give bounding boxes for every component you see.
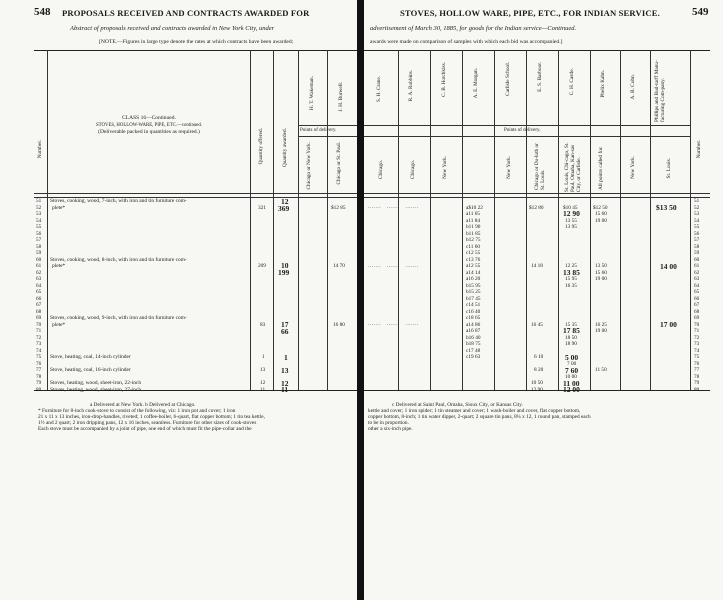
table-header-rule-2 [364,197,710,198]
row-number: 66 [694,295,700,302]
row-number: 72 [694,334,700,341]
point-st-louis: St. Louis. [666,158,672,179]
bidder-wakeman: H. T. Wakeman. [309,76,315,111]
row-number: 61 [36,263,42,269]
morgan-price: c18 65 [466,315,481,321]
morgan-price: a16 87 [466,328,481,334]
footnote: to be in proportion. [368,420,409,427]
item-description: Stoves, cooking, wood, 9-inch, with iron and tin furniture com- [50,315,187,321]
row-number: 71 [36,328,42,334]
footnote: c Delivered at Saint Paul, Omaha, Sioux City, or Kansas City. [392,402,523,408]
row-number: 72 [36,334,42,341]
qty-offered: 83 [260,321,266,328]
row-number: 74 [36,347,42,354]
col-divider [462,50,463,390]
point-multi-cities: St. Louis, Chi-cago, St. Paul, Omaha, Kan-sas City, or Carlisle. [564,142,582,192]
col-number-header: Number. [696,140,702,159]
point-all-points: All points called for. [598,146,604,190]
row-number: 80 [36,386,42,393]
row-number: 51 [36,198,42,204]
row-number: 71 [694,328,700,334]
row-number: 75 [694,354,700,360]
right-footnotes [368,402,712,432]
col-divider [250,50,251,390]
col-number-header: Number. [37,140,43,159]
row-number: 76 [694,360,700,367]
qty-offered: 13 [260,367,266,373]
qty-awarded: 199 [278,268,290,277]
bidder-rule [298,125,357,126]
row-number: 65 [36,289,42,295]
left-footnotes [38,402,356,432]
castle-price: 7 00 [567,360,577,367]
qty-awarded: 11 [281,385,289,394]
morgan-price: b15 25 [466,289,481,295]
row-number: 67 [694,302,700,308]
point-chicago: Chicago. [410,160,416,179]
morgan-prices-group3 [466,322,481,361]
barbour-price: 8 20 [534,367,544,373]
point-chicago-duluth-stlouis: Chicago or Du-luth or St. Louis. [534,143,546,190]
morgan-price: a14 86 [466,321,481,328]
col-divider [558,50,559,390]
dot-leader: ....... ....... ....... [368,262,419,269]
row-number: 54 [694,217,700,224]
row-number: 52 [694,204,700,211]
bidder-rule [364,125,690,126]
col-divider [398,50,399,390]
row-number: 65 [694,289,700,295]
morgan-price: c14 51 [466,302,481,308]
castle-price: 18 90 [565,341,577,347]
castle-price-awarded: 12 00 [563,385,580,394]
left-running-header: PROPOSALS RECEIVED AND CONTRACTS AWARDED FOR [62,8,310,18]
row-number: 51 [694,198,700,204]
barbour-price: 6 10 [534,354,544,360]
row-numbers-left [36,198,41,393]
row-number: 73 [36,341,42,347]
morgan-prices-group2 [466,263,481,322]
castle-price: 15 95 [565,276,577,282]
bidder-kahn: Phelix Kahn. [600,70,606,98]
barbour-price: $12 80 [529,204,544,211]
row-number: 68 [36,308,42,315]
phillips-price-awarded: $13 50 [656,203,677,212]
row-number: 57 [36,237,42,243]
bidder-morgan: A. E. Morgan. [473,68,479,99]
castle-price: 18 50 [565,334,577,341]
row-number: 77 [694,367,700,373]
points-of-delivery-label: Points of delivery. [504,128,541,133]
row-number: 55 [694,224,700,230]
castle-price: 10 00 [565,373,577,380]
item-description-cont: plete* [52,321,66,328]
point-new-york: New York. [442,156,448,179]
kahn-price: $12 50 [593,204,608,211]
right-subtitle: advertisement of March 30, 1885, for goods for the Indian service—Continued. [370,25,577,32]
row-number: 56 [694,230,700,237]
morgan-price: b18 75 [466,341,481,347]
dot-leader: ....... ....... ....... [368,204,419,210]
morgan-price: c13 76 [466,256,481,263]
footnote: * Furniture for 8-inch cook-stove to consist of the following, viz: 1 iron pot and cover; 1 iron [38,408,236,415]
castle-price-awarded: 17 85 [563,326,580,335]
item-description: Stove, heating, coal, 14-inch cylinder [50,354,131,360]
kahn-price: 16 25 [595,321,607,328]
class-subtitle: STOVES, HOLLOW-WARE, PIPE, ETC.—continued. [96,123,202,128]
row-number: 66 [36,295,42,302]
row-number: 78 [694,373,700,380]
item-description: Stoves, cooking, wood, 8-inch, with iron and tin furniture com- [50,256,187,263]
col-divider [273,50,274,390]
row-number: 76 [36,360,42,367]
row-number: 58 [694,243,700,250]
morgan-price: b16 40 [466,334,481,341]
row-number: 53 [36,211,42,217]
qty-awarded: 369 [278,204,290,213]
left-note: [NOTE.—Figures in large type denote the rates at which contracts have been awarded; [99,39,294,45]
morgan-price: b11 90 [466,224,481,230]
morgan-price: a11 65 [466,211,481,217]
bidder-robbins: R. A. Robbins. [408,70,414,102]
item-description: Stove, heating, coal, 16-inch cylinder [50,367,131,373]
castle-price-awarded: 11 00 [563,378,580,388]
castle-price: 13 95 [565,224,577,230]
kahn-price: 15 60 [595,269,607,276]
col-divider [298,50,299,390]
point-chicago-stpaul: Chicago or St. Paul. [336,142,342,185]
phillips-price-awarded: 14 00 [660,261,677,271]
row-number: 53 [694,211,700,217]
qty-awarded: 1 [284,352,288,362]
morgan-price: a14 14 [466,269,481,276]
morgan-price: b17 45 [466,295,481,302]
item-description: Stoves, heating, wood, sheet-iron, 27-inch [50,386,142,393]
row-number: 57 [694,237,700,243]
row-number: 59 [694,250,700,256]
row-number: 59 [36,250,42,256]
row-number: 69 [694,315,700,321]
qty-awarded: 12 [281,197,289,206]
point-new-york: New York. [630,156,636,179]
phillips-price-awarded: 17 00 [660,320,677,329]
col-divider [47,50,48,390]
left-page [0,0,357,600]
point-chicago-ny: Chicago or New York. [306,142,312,190]
row-number: 70 [36,321,42,328]
morgan-price: c17 48 [466,347,481,354]
burwell-price: $12 85 [331,204,346,211]
castle-price: 13 55 [565,217,577,224]
item-description: Stoves, heating, wood, sheet-iron, 22-inch [50,380,142,386]
row-number: 78 [36,373,42,380]
bidder-castle: C. H. Castle. [569,68,575,96]
col-divider [327,50,328,390]
row-number: 80 [694,386,700,393]
row-number: 73 [694,341,700,347]
row-numbers-right [694,198,699,393]
right-page [364,0,723,600]
barbour-price: 14 18 [531,263,543,269]
table-header-rule [364,193,710,194]
col-divider [690,50,691,390]
castle-price-awarded: 12 90 [563,209,580,218]
castle-price: $10 45 [563,204,578,211]
barbour-price: 16 45 [531,321,543,328]
footnote: a Delivered at New York. b Delivered at Chicago. [90,402,196,408]
col-divider [494,50,495,390]
qty-offered: 321 [258,204,266,211]
row-number: 75 [36,354,42,360]
table-top-rule [34,50,357,51]
row-number: 63 [36,276,42,282]
bidder-hotchkiss: C. B. Hotchkiss. [441,62,447,97]
morgan-prices-group1 [466,205,483,264]
morgan-price: c12 55 [466,250,481,256]
castle-price: 15 35 [565,321,577,328]
kahn-price: 15 60 [595,211,607,217]
row-number: 64 [694,282,700,289]
burwell-price: 16 80 [333,321,345,328]
bidder-phillips-budtorff: Phillips and Bud-torff Manu-facturing Com-pany. [654,60,666,122]
row-number: 54 [36,217,42,224]
kahn-price: 11 50 [595,367,607,373]
col-divider [526,50,527,390]
right-running-header: STOVES, HOLLOW WARE, PIPE, ETC., FOR INDIAN SERVICE. [400,8,660,18]
point-chicago: Chicago. [378,160,384,179]
table-top-rule [364,50,710,51]
qty-offered: 11 [260,386,266,393]
book-gutter [357,0,364,600]
row-number: 64 [36,282,42,289]
item-description: Stoves, cooking, wood, 7-inch, with iron and tin furniture com- [50,198,187,204]
item-description-cont: plete* [52,263,66,269]
castle-price: 12 25 [565,263,577,269]
burwell-price: 14 70 [333,263,345,269]
row-number: 60 [694,256,700,263]
row-number: 63 [694,276,700,282]
col-divider [430,50,431,390]
kahn-price: 19 00 [595,328,607,334]
qty-awarded: 17 [281,320,289,329]
class-heading [50,115,248,136]
row-number: 56 [36,230,42,237]
footnote: copper bottom, 8-inch; 1 tin water dipper, 2-quart; 2 square tin pans, 8¼ x 12, 1 round pan, stamped each [368,414,591,421]
bidder-carlisle-school: Carlisle School. [505,62,511,96]
row-number: 61 [694,263,700,269]
row-number: 70 [694,321,700,328]
points-rule [364,136,690,137]
castle-price-awarded: 5 00 [565,353,579,362]
row-number: 79 [694,380,700,386]
castle-price-awarded: 13 85 [563,267,580,277]
bidder-cohn: A. B. Cohn. [630,74,636,100]
qty-awarded: 66 [281,327,289,336]
morgan-price: b15 95 [466,282,481,289]
castle-price: 16 35 [565,282,577,289]
right-page-number: 549 [692,6,709,18]
footnote: 21 x 11 x 13 inches, iron-drop-handles, riveted; 1 coffee-boiler, 6-quart, flat copper bottom; 1 tin tea kettle, [38,414,265,421]
qty-offered: 1 [262,354,265,360]
barbour-price: 12 90 [531,386,543,393]
row-number: 68 [694,308,700,315]
item-description-cont: plete* [52,204,66,211]
left-subtitle: Abstract of proposals received and contracts awarded in New York City, under [70,25,275,32]
points-rule [298,136,357,137]
footnote: kettle and cover; 1 iron spider; 1 tin steamer and cover; 1 wash-boiler and cover, flat copper bottom, [368,408,581,415]
kahn-price: 13 50 [595,263,607,269]
morgan-price: b11 85 [466,230,481,237]
bidder-crane: S. H. Crane. [376,76,382,103]
morgan-price: c16 40 [466,308,481,315]
qty-offered: 209 [258,263,266,269]
bidder-burwell: J. H. Burwell. [338,82,344,112]
qty-offered: 12 [260,380,266,386]
col-qty-awarded-header: Quantity awarded. [282,128,288,168]
class-title: CLASS 16—Continued. [122,115,176,121]
row-number: 52 [36,204,42,211]
dot-leader: ....... ....... ....... [368,321,419,327]
row-number: 74 [694,347,700,354]
footnote: 1½ and 2 quart; 2 iron dripping pans, 12 x 16 inches, seamless. Furniture for other sizes of cook-stoves [38,420,257,427]
row-number: 62 [36,269,42,276]
bidder-barbour: E. S. Barbour. [537,62,543,92]
morgan-price: a$10 22 [466,204,483,211]
row-number: 58 [36,243,42,250]
footnote: other a six-inch pipe. [368,426,413,433]
col-qty-offered-header: Quantity offered. [258,128,264,165]
qty-awarded: 10 [281,261,289,270]
row-number: 77 [36,367,42,373]
class-delivery-note: (Deliverable packed in quantities as required.) [98,129,200,135]
col-divider [650,50,651,390]
left-page-number: 548 [34,6,51,18]
point-new-york: New York. [506,156,512,179]
row-number: 79 [36,380,42,386]
qty-awarded: 12 [281,378,289,388]
morgan-price: b12 75 [466,237,481,243]
kahn-price: 19 00 [595,276,607,282]
castle-price-awarded: 7 60 [565,366,579,375]
morgan-price: c19 63 [466,354,481,360]
barbour-price: 10 50 [531,380,543,386]
morgan-price: a11 84 [466,217,481,224]
footnote: Each stove must be accompanied by a joint of pipe, one end of which must fit the pipe-collar and the [38,426,252,433]
row-number: 62 [694,269,700,276]
points-of-delivery-label: Points of delivery. [300,128,337,133]
col-divider [590,50,591,390]
col-divider [620,50,621,390]
table-header-rule [34,193,357,194]
kahn-price: 19 00 [595,217,607,224]
row-number: 60 [36,256,42,263]
morgan-price: a12 55 [466,263,481,269]
morgan-price: c11 60 [466,243,481,250]
row-number: 55 [36,224,42,230]
qty-awarded: 13 [281,365,289,375]
row-number: 69 [36,315,42,321]
right-note: awards were made on comparison of samples with which each bid was accompanied.] [370,39,563,45]
row-number: 67 [36,302,42,308]
morgan-price: a16 20 [466,276,481,282]
